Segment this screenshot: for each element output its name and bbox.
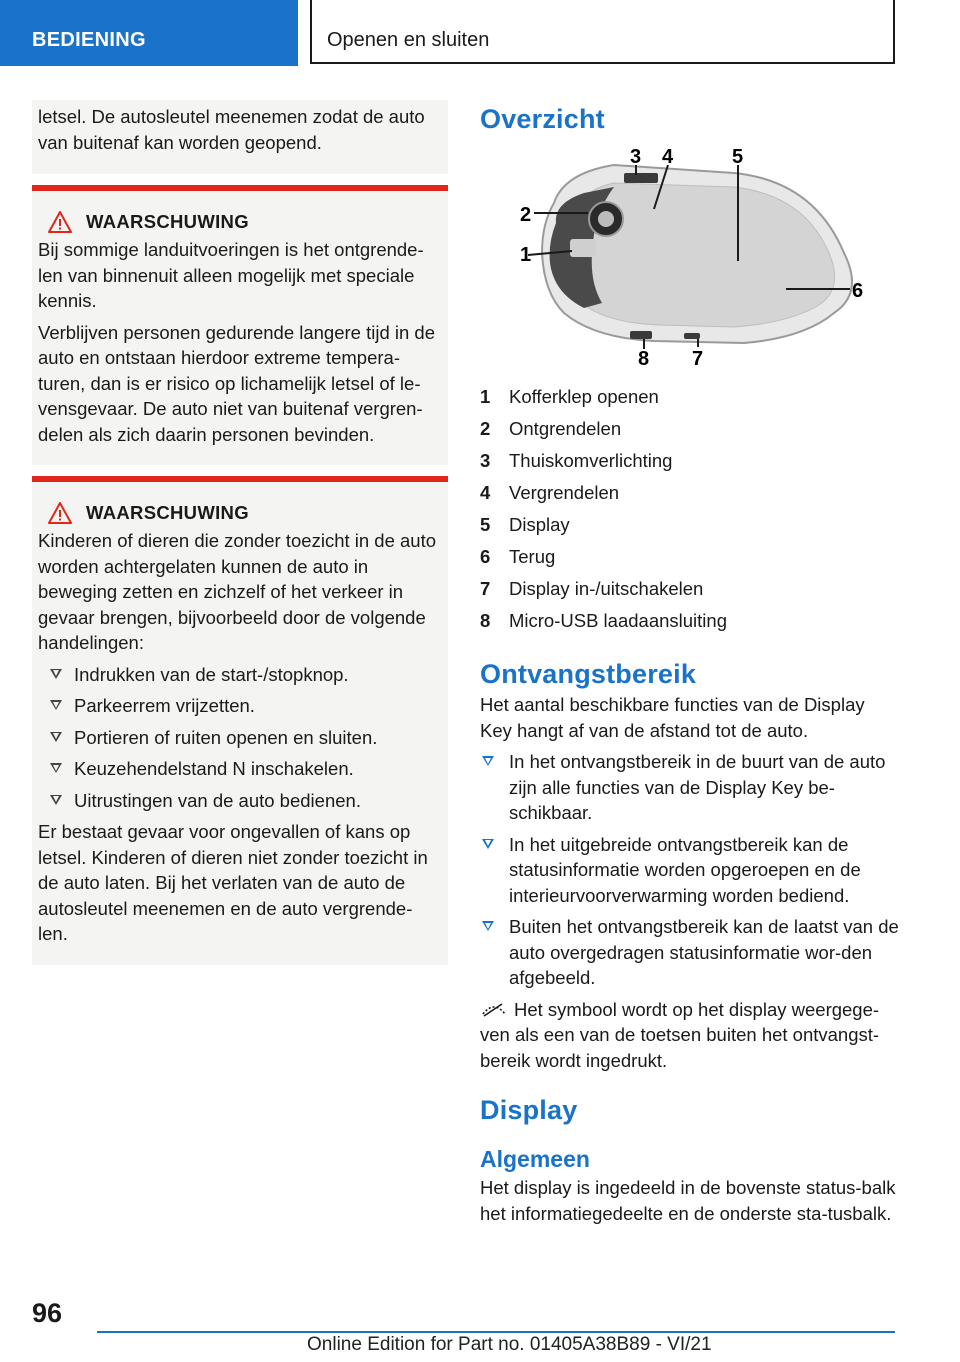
general-text: Het display is ingedeeld in de bovenste status-balk het informatiegedeelte en de onderste sta-tusbalk. <box>480 1177 896 1224</box>
bullet-triangle-icon <box>50 795 62 805</box>
bullet-triangle-icon <box>50 732 62 742</box>
warning-title-2: WAARSCHUWING <box>86 502 249 523</box>
list-item: Indrukken van de start-/stopknop. <box>38 662 440 688</box>
warning-heading-2 <box>38 502 440 524</box>
legend-item: 3 Thuiskomverlichting <box>480 450 673 471</box>
warning-paragraph: Verblijven personen gedurende langere tijd in de auto en ontstaan hierdoor extreme tempera-turen, dan is er risico op lichamelijk letsel of le-vensgevaar. De auto niet van buitenaf vergren-delen als zich daarin personen bevinden. <box>38 321 436 445</box>
warning-paragraph: Kinderen of dieren die zonder toezicht in de auto worden achtergelaten kunnen de auto in beweging zetten en zichzelf of het verkeer in gevaar brengen, bijvoorbeeld door de volgende handelingen: <box>38 530 437 653</box>
callout-8: 8 <box>638 348 650 370</box>
warning-triangle-icon <box>48 502 72 524</box>
overview-heading: Overzicht <box>480 104 605 134</box>
bullet-triangle-icon <box>50 700 62 710</box>
chapter-tab <box>310 0 895 64</box>
warning-paragraph: Er bestaat gevaar voor ongevallen of kans op letsel. Kinderen of dieren niet zonder toezicht in de auto laten. Bij het verlaten van de auto de autosleutel meenemen en de auto vergrende-len. <box>38 821 428 944</box>
list-item: Parkeerrem vrijzetten. <box>38 693 440 719</box>
list-item: Buiten het ontvangstbereik kan de laatst van de auto overgedragen statusinformatie wor-den afgebeeld. <box>480 914 900 991</box>
bullet-triangle-icon <box>50 763 62 773</box>
list-item: Keuzehendelstand N inschakelen. <box>38 756 440 782</box>
bullet-triangle-icon <box>482 921 494 931</box>
callout-2: 2 <box>520 204 532 226</box>
continued-box <box>32 100 448 174</box>
warning-title-1: WAARSCHUWING <box>86 211 249 232</box>
legend-item: 4 Vergrendelen <box>480 482 620 503</box>
section-title: BEDIENING <box>32 29 146 51</box>
callout-5: 5 <box>732 146 744 168</box>
symbol-note: Het symbool wordt op het display weergege-ven als een van de toetsen buiten het ontvangst-bereik wordt ingedrukt. <box>480 998 880 1071</box>
display-key-illustration <box>484 143 884 373</box>
list-item: In het ontvangstbereik in de buurt van de auto zijn alle functies van de Display Key be-schikbaar. <box>480 749 900 826</box>
legend-item: 1 Kofferklep openen <box>480 386 659 407</box>
callout-1: 1 <box>520 244 532 266</box>
legend-item: 5 Display <box>480 514 570 535</box>
callout-6: 6 <box>852 280 864 302</box>
out-of-range-icon <box>480 1002 508 1018</box>
page-number: 96 <box>32 1298 63 1328</box>
warning-box-2 <box>32 476 448 965</box>
callout-7: 7 <box>692 348 704 370</box>
bullet-triangle-icon <box>50 669 62 679</box>
general-subheading: Algemeen <box>480 1146 590 1172</box>
chapter-title: Openen en sluiten <box>327 29 490 51</box>
display-heading: Display <box>480 1095 578 1125</box>
list-item: In het uitgebreide ontvangstbereik kan de statusinformatie worden opgeroepen en de interieurvoorverwarming worden bediend. <box>480 832 900 909</box>
legend-item: 2 Ontgrendelen <box>480 418 622 439</box>
range-intro: Het aantal beschikbare functies van de Display Key hangt af van de afstand tot de auto. <box>480 694 865 741</box>
legend-item: 8 Micro-USB laadaansluiting <box>480 610 727 631</box>
range-heading: Ontvangstbereik <box>480 659 697 689</box>
range-bullet-list <box>480 749 900 991</box>
warning-paragraph: Bij sommige landuitvoeringen is het ontgrende-len van binnenuit alleen mogelijk met speciale kennis. <box>38 239 424 311</box>
figure-legend <box>480 381 900 637</box>
legend-item: 6 Terug <box>480 546 556 567</box>
warning-box-1 <box>32 185 448 465</box>
list-item: Portieren of ruiten openen en sluiten. <box>38 725 440 751</box>
footer-divider <box>97 1331 895 1333</box>
continued-text: letsel. De autosleutel meenemen zodat de auto van buitenaf kan worden geopend. <box>38 106 425 153</box>
left-column <box>32 100 448 965</box>
warning-heading-1 <box>38 211 440 233</box>
section-tab <box>0 0 298 66</box>
warning-triangle-icon <box>48 211 72 233</box>
list-item: Uitrustingen van de auto bedienen. <box>38 788 440 814</box>
callout-3: 3 <box>630 146 642 168</box>
warning-bullet-list <box>38 662 440 814</box>
legend-item: 7 Display in-/uitschakelen <box>480 578 704 599</box>
bullet-triangle-icon <box>482 839 494 849</box>
bullet-triangle-icon <box>482 756 494 766</box>
callout-4: 4 <box>662 146 674 168</box>
edition-text: Online Edition for Part no. 01405A38B89 - VI/21 <box>307 1334 712 1355</box>
right-column <box>480 100 900 1226</box>
